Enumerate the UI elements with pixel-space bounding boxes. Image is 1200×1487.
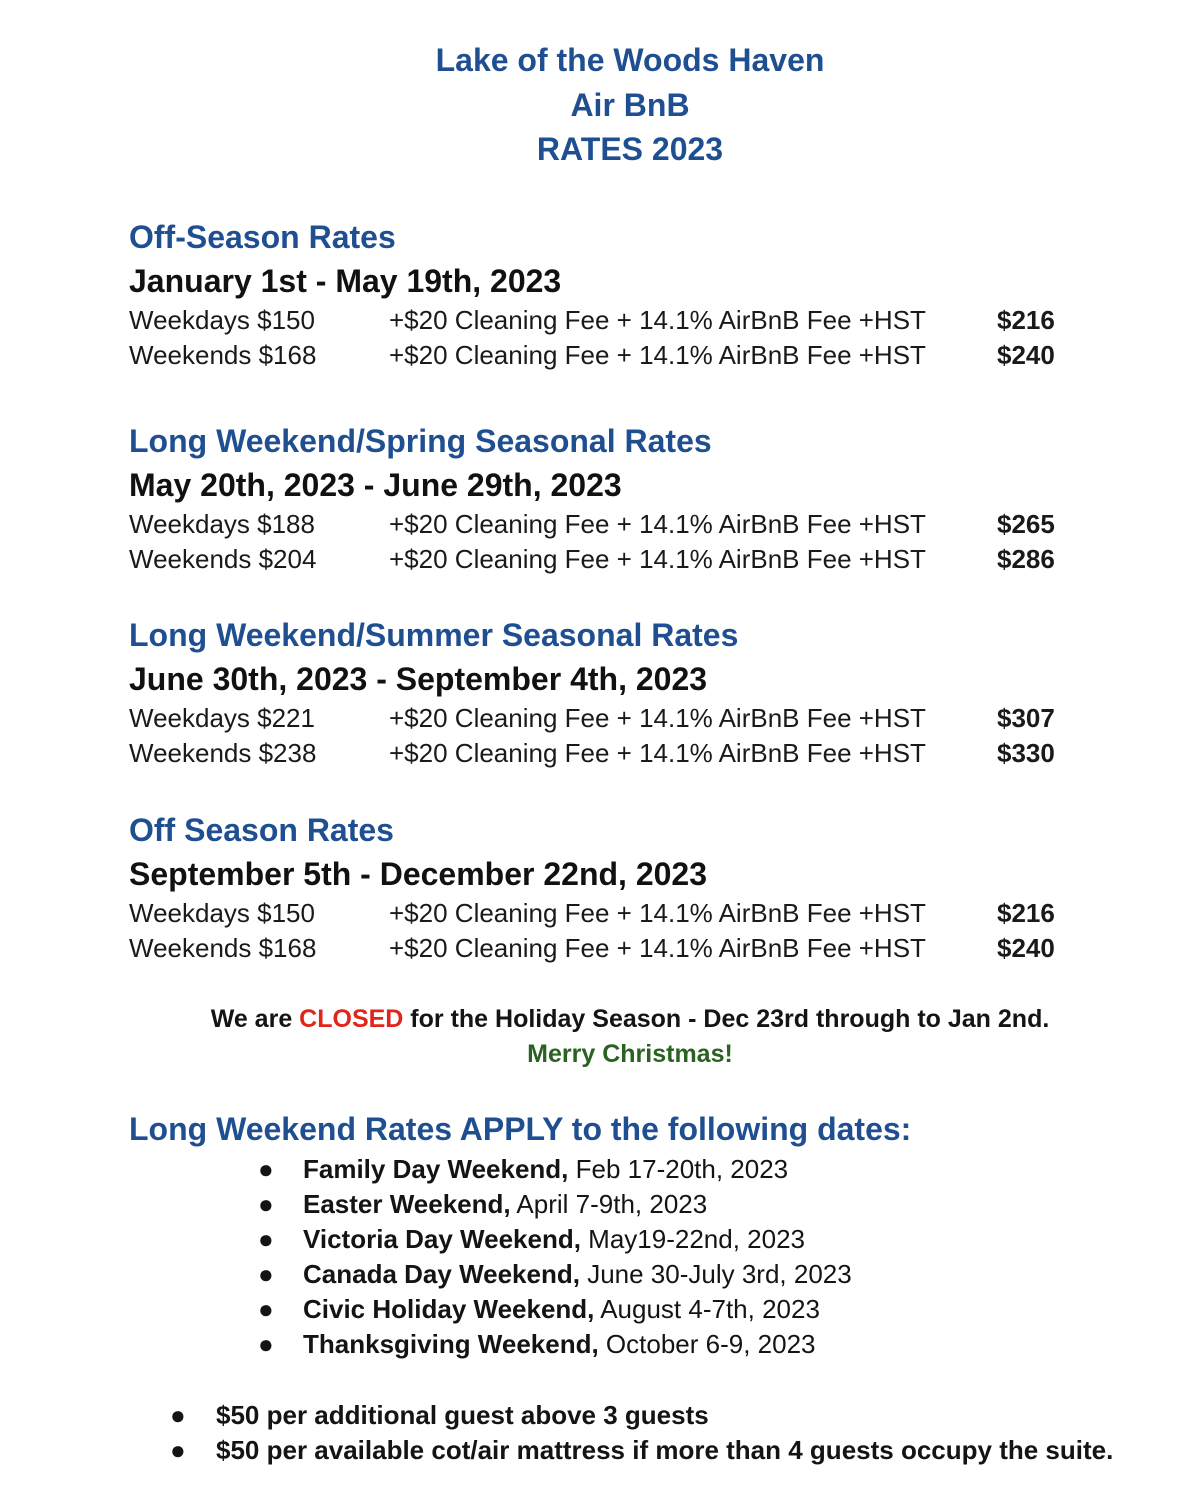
rate-label: Weekends $168 bbox=[129, 933, 317, 963]
bullet-icon: ● bbox=[258, 1224, 274, 1254]
rate-total: $240 bbox=[997, 340, 1055, 370]
rate-section-off-season-fall bbox=[129, 808, 1129, 966]
holiday-name: Civic Holiday Weekend, bbox=[303, 1294, 595, 1324]
bullet-icon: ● bbox=[258, 1154, 274, 1184]
rate-label: Weekends $168 bbox=[129, 340, 317, 370]
bullet-icon: ● bbox=[258, 1189, 274, 1219]
holiday-date: June 30-July 3rd, 2023 bbox=[579, 1259, 852, 1289]
rate-label: Weekdays $221 bbox=[129, 703, 315, 733]
list-item bbox=[258, 1187, 852, 1222]
holiday-date: October 6-9, 2023 bbox=[598, 1329, 816, 1359]
list-item bbox=[258, 1292, 852, 1327]
rate-fees: +$20 Cleaning Fee + 14.1% AirBnB Fee +HST bbox=[389, 933, 926, 963]
merry-christmas-text: Merry Christmas! bbox=[527, 1040, 733, 1068]
rate-section-spring bbox=[129, 419, 1129, 577]
rate-fees: +$20 Cleaning Fee + 14.1% AirBnB Fee +HST bbox=[389, 738, 926, 768]
holiday-name: Easter Weekend, bbox=[303, 1189, 511, 1219]
rate-label: Weekends $204 bbox=[129, 544, 317, 574]
rate-label: Weekends $238 bbox=[129, 738, 317, 768]
list-item bbox=[258, 1327, 852, 1362]
list-item bbox=[258, 1152, 852, 1187]
list-item bbox=[170, 1433, 1113, 1468]
rate-row-weekdays bbox=[129, 896, 1129, 931]
rate-row-weekdays bbox=[129, 303, 1129, 338]
holiday-name: Thanksgiving Weekend, bbox=[303, 1329, 599, 1359]
extra-charges-list bbox=[170, 1398, 1113, 1468]
extra-charge-text: $50 per available cot/air mattress if more than 4 guests occupy the suite. bbox=[216, 1435, 1114, 1465]
closed-label: CLOSED bbox=[299, 1005, 404, 1033]
rate-total: $330 bbox=[997, 738, 1055, 768]
holiday-date: April 7-9th, 2023 bbox=[510, 1189, 708, 1219]
section-dates: September 5th - December 22nd, 2023 bbox=[129, 856, 708, 892]
section-title: Long Weekend/Summer Seasonal Rates bbox=[129, 617, 739, 653]
rate-row-weekends bbox=[129, 338, 1129, 373]
rate-fees: +$20 Cleaning Fee + 14.1% AirBnB Fee +HST bbox=[389, 544, 926, 574]
bullet-icon: ● bbox=[170, 1400, 186, 1430]
rate-fees: +$20 Cleaning Fee + 14.1% AirBnB Fee +HST bbox=[389, 898, 926, 928]
rate-section-summer bbox=[129, 613, 1129, 771]
rate-label: Weekdays $150 bbox=[129, 305, 315, 335]
extra-charge-text: $50 per additional guest above 3 guests bbox=[216, 1400, 709, 1430]
holiday-date: May19-22nd, 2023 bbox=[580, 1224, 805, 1254]
holiday-name: Victoria Day Weekend, bbox=[303, 1224, 581, 1254]
rate-total: $286 bbox=[997, 544, 1055, 574]
bullet-icon: ● bbox=[258, 1294, 274, 1324]
list-item bbox=[258, 1257, 852, 1292]
rate-row-weekends bbox=[129, 736, 1129, 771]
rate-fees: +$20 Cleaning Fee + 14.1% AirBnB Fee +HST bbox=[389, 509, 926, 539]
holiday-name: Family Day Weekend, bbox=[303, 1154, 569, 1184]
holiday-closure-notice bbox=[0, 1002, 1200, 1072]
bullet-icon: ● bbox=[170, 1435, 186, 1465]
rate-row-weekdays bbox=[129, 701, 1129, 736]
rate-row-weekends bbox=[129, 542, 1129, 577]
list-item bbox=[170, 1398, 1113, 1433]
section-title: Long Weekend/Spring Seasonal Rates bbox=[129, 423, 712, 459]
rate-label: Weekdays $150 bbox=[129, 898, 315, 928]
rate-total: $307 bbox=[997, 703, 1055, 733]
section-title: Off-Season Rates bbox=[129, 219, 396, 255]
holiday-date: August 4-7th, 2023 bbox=[594, 1294, 820, 1324]
rate-fees: +$20 Cleaning Fee + 14.1% AirBnB Fee +HST bbox=[389, 340, 926, 370]
section-dates: June 30th, 2023 - September 4th, 2023 bbox=[129, 661, 708, 697]
long-weekend-title: Long Weekend Rates APPLY to the following dates: bbox=[129, 1111, 912, 1147]
closure-text-before: We are bbox=[210, 1005, 300, 1033]
rate-label: Weekdays $188 bbox=[129, 509, 315, 539]
rate-section-off-season-spring bbox=[129, 215, 1129, 373]
section-dates: May 20th, 2023 - June 29th, 2023 bbox=[129, 467, 622, 503]
document-header bbox=[0, 38, 1200, 172]
list-item bbox=[258, 1222, 852, 1257]
rate-total: $216 bbox=[997, 305, 1055, 335]
section-dates: January 1st - May 19th, 2023 bbox=[129, 263, 562, 299]
closure-line bbox=[0, 1002, 1200, 1037]
long-weekend-list bbox=[258, 1152, 852, 1362]
bullet-icon: ● bbox=[258, 1329, 274, 1359]
rate-row-weekends bbox=[129, 931, 1129, 966]
rates-year-title: RATES 2023 bbox=[536, 131, 724, 167]
rate-row-weekdays bbox=[129, 507, 1129, 542]
property-name: Lake of the Woods Haven bbox=[435, 42, 825, 78]
rate-total: $265 bbox=[997, 509, 1055, 539]
holiday-name: Canada Day Weekend, bbox=[303, 1259, 580, 1289]
holiday-date: Feb 17-20th, 2023 bbox=[568, 1154, 789, 1184]
listing-type: Air BnB bbox=[570, 86, 690, 123]
rate-fees: +$20 Cleaning Fee + 14.1% AirBnB Fee +HST bbox=[389, 305, 926, 335]
rate-total: $240 bbox=[997, 933, 1055, 963]
bullet-icon: ● bbox=[258, 1259, 274, 1289]
closure-text-after: for the Holiday Season - Dec 23rd through to Jan 2nd. bbox=[403, 1005, 1050, 1033]
rate-fees: +$20 Cleaning Fee + 14.1% AirBnB Fee +HST bbox=[389, 703, 926, 733]
rate-total: $216 bbox=[997, 898, 1055, 928]
section-title: Off Season Rates bbox=[129, 812, 394, 848]
